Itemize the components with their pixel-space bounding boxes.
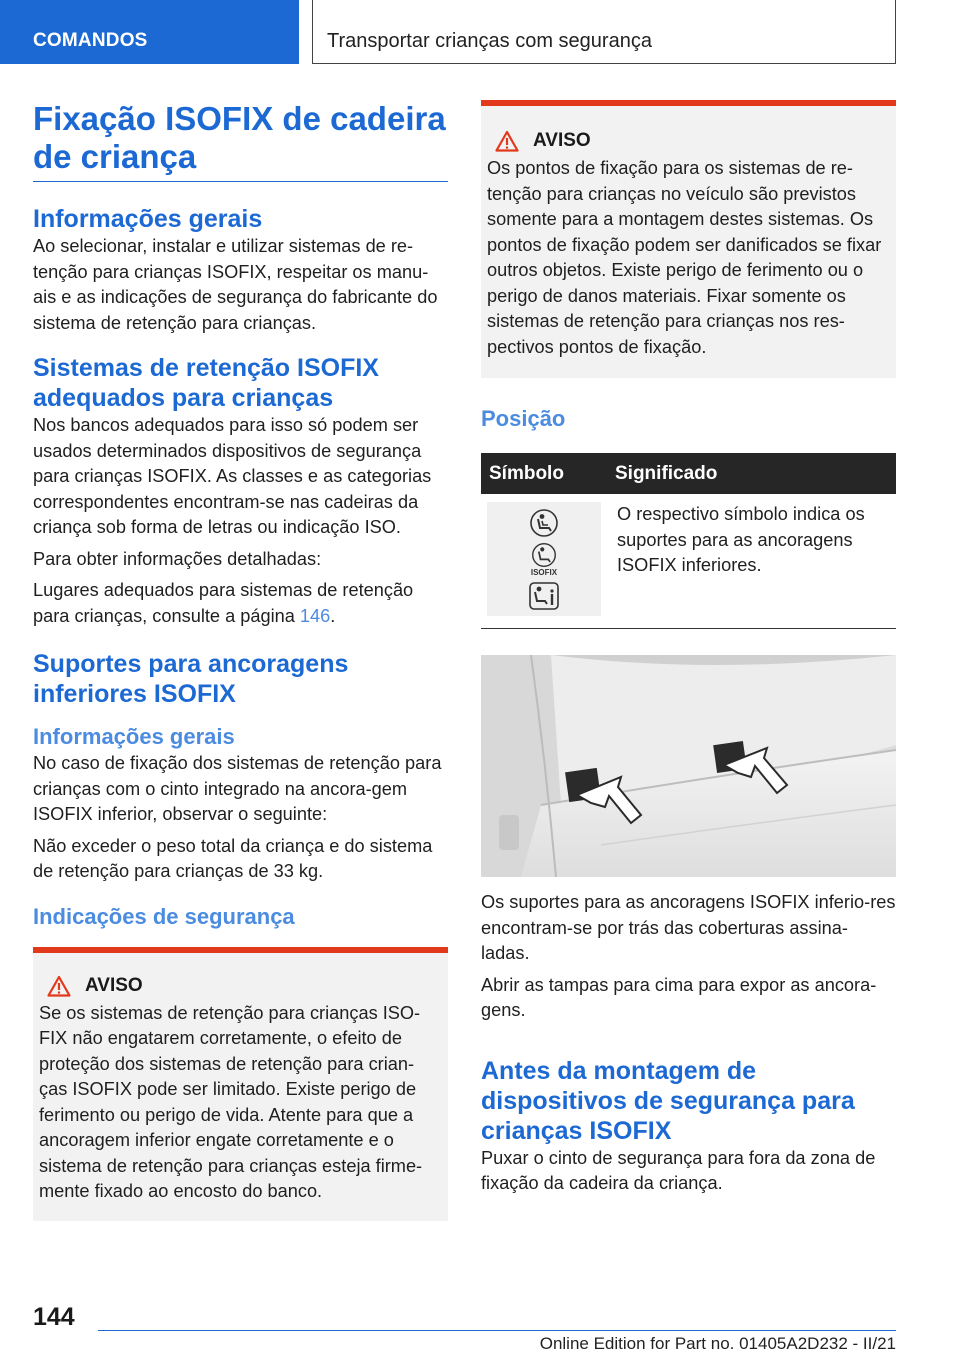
edition-info: Online Edition for Part no. 01405A2D232 - II/21 bbox=[539, 1334, 896, 1353]
general-heading: Informações gerais bbox=[33, 205, 263, 233]
meaning-cell bbox=[607, 494, 896, 629]
left-column bbox=[33, 100, 448, 1221]
isofix-circle-icon bbox=[531, 542, 557, 568]
symbol-table bbox=[481, 453, 896, 629]
warning-text-left: Se os sistemas de retenção para crianças ISO-FIX não engatarem corretamente, o efeito de proteção dos sistemas de retenção para crian-ças ISOFIX pode ser limitado. Existe perigo de ferimento ou perigo de vida. Atente para que a ancoragem inferior engate corretamente e o sistema de retenção para crianças esteja firme-mente fixado ao encosto do banco. bbox=[39, 1002, 423, 1201]
col-header-symbol: Símbolo bbox=[481, 453, 607, 494]
footer-rule bbox=[98, 1330, 896, 1331]
row-meaning: O respectivo símbolo indica os suportes para as ancoragens ISOFIX inferiores. bbox=[617, 504, 865, 575]
child-seat-circle-icon bbox=[529, 508, 559, 538]
open-text: Abrir as tampas para cima para expor as ancora-gens. bbox=[481, 974, 877, 1020]
position-heading: Posição bbox=[481, 406, 566, 431]
symbol-box bbox=[487, 502, 601, 616]
seat-anchor-photo bbox=[481, 655, 896, 877]
supports-general-heading: Informações gerais bbox=[33, 724, 235, 749]
warning-label-right: AVISO bbox=[533, 130, 591, 151]
before-heading: Antes da montagem de dispositivos de segurança para crianças ISOFIX bbox=[481, 1056, 855, 1145]
weight-text: Não exceder o peso total da criança e do sistema de retenção para crianças de 33 kg. bbox=[33, 835, 433, 881]
chapter-title-box bbox=[312, 0, 896, 64]
section-label: COMANDOS bbox=[33, 30, 148, 51]
info-text: Para obter informações detalhadas: bbox=[33, 548, 322, 569]
warning-label-left: AVISO bbox=[85, 974, 143, 996]
supports-text: No caso de fixação dos sistemas de retenção para crianças com o cinto integrado na ancora-gem ISOFIX inferior, observar o seguinte: bbox=[33, 753, 442, 824]
chapter-title: Transportar crianças com segurança bbox=[327, 30, 652, 52]
safety-heading: Indicações de segurança bbox=[33, 903, 295, 929]
main-heading-block bbox=[33, 100, 448, 182]
right-column bbox=[481, 100, 896, 1197]
symbol-cell bbox=[481, 494, 607, 629]
systems-text: Nos bancos adequados para isso só podem ser usados determinados dispositivos de segurança para crianças ISOFIX. As classes e as categorias correspondentes encontram-se nas cadeiras da criança sob forma de letras ou indicação ISO. bbox=[33, 415, 432, 537]
table-header-row bbox=[481, 453, 896, 494]
page-number: 144 bbox=[33, 1303, 75, 1331]
page-link[interactable]: 146 bbox=[299, 605, 331, 626]
places-text-main: Lugares adequados para sistemas de retenção para crianças, consulte a página bbox=[33, 580, 414, 626]
places-text-end: . bbox=[330, 605, 336, 626]
warning-icon bbox=[47, 975, 71, 997]
child-seat-info-icon bbox=[529, 582, 559, 610]
warning-icon bbox=[495, 130, 519, 152]
warning-box-right bbox=[481, 100, 896, 378]
photo-caption: Os suportes para as ancoragens ISOFIX inferio-res encontram-se por trás das coberturas assina-ladas. bbox=[481, 892, 896, 963]
isofix-label: ISOFIX bbox=[530, 568, 558, 578]
warning-title-right bbox=[487, 130, 890, 152]
warning-box-left bbox=[33, 947, 448, 1221]
warning-title-left bbox=[39, 975, 442, 997]
places-text bbox=[33, 578, 448, 629]
warning-text-right: Os pontos de fixação para os sistemas de re-tenção para crianças no veículo são previstos somente para a montagem destes sistemas. Os pontos de fixação podem ser danificados se fixar outros objetos. Existe perigo de ferimento ou o perigo de danos materiais. Fixar somente os sistemas de retenção para crianças nos res-pectivos pontos de fixação. bbox=[487, 158, 882, 357]
main-heading: Fixação ISOFIX de cadeira de criança bbox=[33, 100, 446, 175]
col-header-meaning: Significado bbox=[607, 453, 896, 494]
table-row bbox=[481, 494, 896, 629]
general-text: Ao selecionar, instalar e utilizar sistemas de re-tenção para crianças ISOFIX, respeitar os manu-ais e as indicações de segurança do fabricante do sistema de retenção para crianças. bbox=[33, 236, 438, 333]
before-text: Puxar o cinto de segurança para fora da zona de fixação da cadeira da criança. bbox=[481, 1147, 876, 1193]
isofix-symbol bbox=[531, 542, 557, 577]
supports-heading: Suportes para ancoragens inferiores ISOFIX bbox=[33, 650, 349, 708]
section-tab bbox=[0, 0, 299, 64]
systems-heading: Sistemas de retenção ISOFIX adequados para crianças bbox=[33, 354, 379, 412]
seat-photo-illustration bbox=[481, 655, 896, 877]
